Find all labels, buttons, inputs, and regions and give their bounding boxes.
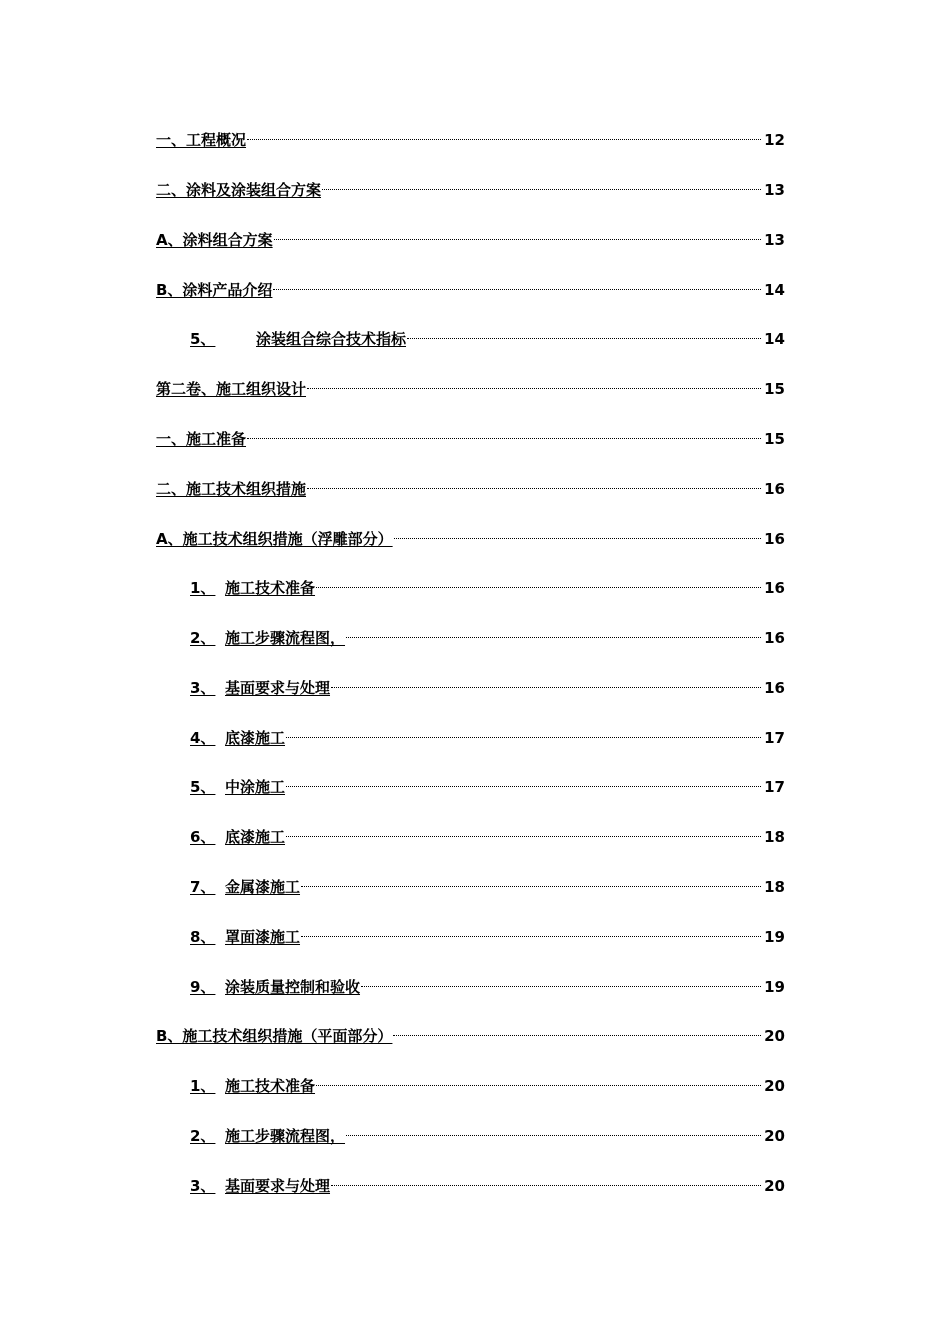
toc-page-number: 18 [764,828,785,846]
toc-entry-title[interactable]: 基面要求与处理 [225,679,331,697]
toc-entry[interactable] [190,328,785,350]
toc-entry-title[interactable]: 底漆施工 [225,828,286,846]
toc-page-number: 16 [764,579,785,597]
toc-page-number: 14 [764,330,785,348]
toc-leader-dots [301,936,761,937]
toc-entry[interactable] [156,478,785,500]
toc-entry-title[interactable]: 底漆施工 [225,729,286,747]
toc-page-number: 19 [764,978,785,996]
toc-entry[interactable] [190,926,785,948]
toc-leader-dots [286,836,761,837]
toc-leader-dots [247,139,761,140]
toc-entry-title[interactable]: 施工技术准备 [225,579,316,597]
toc-leader-dots [331,1185,761,1186]
toc-leader-dots [361,986,761,987]
toc-leader-dots [307,388,761,389]
toc-leader-dots [394,538,762,539]
toc-entry[interactable] [156,279,785,301]
toc-leader-dots [273,289,761,290]
toc-entry[interactable] [190,976,785,998]
toc-entry[interactable] [190,876,785,898]
toc-page-number: 20 [764,1027,785,1045]
toc-entry-title[interactable]: 施工技术准备 [225,1077,316,1095]
toc-entry-title[interactable]: 二、涂料及涂装组合方案 [156,181,322,199]
toc-entry-number: 2、 [190,629,216,647]
toc-entry-title[interactable]: 金属漆施工 [225,878,301,896]
toc-page-number: 20 [764,1127,785,1145]
toc-page-number: 16 [764,679,785,697]
toc-page-number: 15 [764,380,785,398]
toc-leader-dots [301,886,761,887]
toc-leader-dots [331,687,761,688]
toc-entry-number: 7、 [190,878,216,896]
toc-entry-number: 3、 [190,1177,216,1195]
toc-entry[interactable] [190,577,785,599]
toc-entry-number: 8、 [190,928,216,946]
toc-page-number: 15 [764,430,785,448]
toc-page-number: 14 [764,281,785,299]
toc-entry[interactable] [156,378,785,400]
toc-entry-title[interactable]: 第二卷、施工组织设计 [156,380,307,398]
toc-entry-title[interactable]: 施工步骤流程图， [225,1127,346,1145]
toc-page-number: 20 [764,1177,785,1195]
toc-entry[interactable] [190,1075,785,1097]
toc-leader-dots [316,587,761,588]
toc-leader-dots [286,786,761,787]
toc-leader-dots [316,1085,761,1086]
toc-entry-title[interactable]: A、涂料组合方案 [156,231,273,249]
toc-leader-dots [274,239,762,240]
toc-leader-dots [346,637,761,638]
toc-entry-title[interactable]: B、涂料产品介绍 [156,281,273,299]
toc-entry-title[interactable]: 一、施工准备 [156,430,247,448]
toc-leader-dots [286,737,761,738]
toc-entry-number: 9、 [190,978,216,996]
toc-entry-title[interactable]: 一、工程概况 [156,131,247,149]
toc-page-number: 20 [764,1077,785,1095]
toc-entry[interactable] [190,627,785,649]
toc-entry[interactable] [190,1125,785,1147]
toc-entry-title[interactable]: A、施工技术组织措施（浮雕部分） [156,530,393,548]
toc-entry[interactable] [190,826,785,848]
toc-entry[interactable] [190,776,785,798]
toc-entry-number: 5、 [190,778,216,796]
toc-page-number: 12 [764,131,785,149]
toc-entry[interactable] [156,428,785,450]
toc-leader-dots [346,1135,761,1136]
toc-page-number: 16 [764,530,785,548]
toc-entry[interactable] [156,129,785,151]
toc-entry[interactable] [190,727,785,749]
toc-page-number: 16 [764,629,785,647]
toc-leader-dots [322,189,761,190]
toc-leader-dots [307,488,761,489]
toc-page-number: 17 [764,729,785,747]
toc-entry[interactable] [190,1175,785,1197]
toc-entry-number: 3、 [190,679,216,697]
toc-entry-title[interactable]: 涂装质量控制和验收 [225,978,361,996]
toc-entry-title[interactable]: 罩面漆施工 [225,928,301,946]
toc-entry-number: 4、 [190,729,216,747]
toc-page-number: 18 [764,878,785,896]
toc-leader-dots [247,438,761,439]
toc-page-number: 16 [764,480,785,498]
toc-entry-number: 5、 [190,330,216,348]
toc-entry-number: 6、 [190,828,216,846]
toc-entry-title[interactable]: 涂装组合综合技术指标 [256,330,407,348]
toc-leader-dots [407,338,761,339]
toc-entry-number: 1、 [190,579,216,597]
toc-entry-title[interactable]: 基面要求与处理 [225,1177,331,1195]
toc-page-number: 17 [764,778,785,796]
toc-entry-title[interactable]: B、施工技术组织措施（平面部分） [156,1027,393,1045]
toc-entry[interactable] [156,528,785,550]
toc-page-number: 13 [764,181,785,199]
toc-leader-dots [393,1035,761,1036]
toc-entry-title[interactable]: 中涂施工 [225,778,286,796]
toc-entry[interactable] [156,1025,785,1047]
toc-entry-number: 2、 [190,1127,216,1145]
toc-entry-title[interactable]: 二、施工技术组织措施 [156,480,307,498]
toc-entry-number: 1、 [190,1077,216,1095]
toc-entry[interactable] [156,229,785,251]
toc-entry[interactable] [156,179,785,201]
toc-page-number: 13 [764,231,785,249]
toc-page-number: 19 [764,928,785,946]
toc-entry[interactable] [190,677,785,699]
toc-entry-title[interactable]: 施工步骤流程图， [225,629,346,647]
